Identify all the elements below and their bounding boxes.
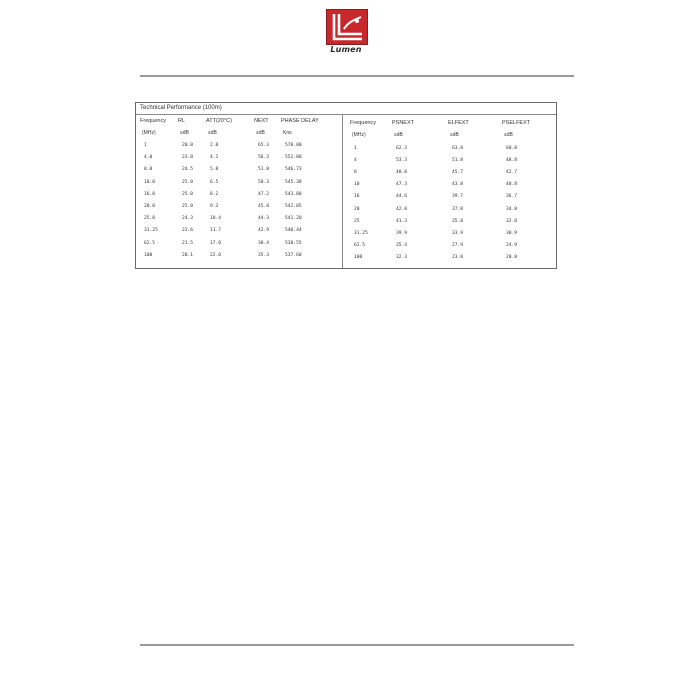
unit-label: ≥dB — [504, 132, 513, 138]
table-cell: 4 — [354, 158, 357, 164]
lumen-logo-icon — [326, 9, 368, 45]
table-cell: 540.44 — [285, 228, 302, 234]
table-cell: 47.2 — [258, 191, 270, 197]
table-cell: 8.0 — [144, 167, 153, 173]
table-cell: 39.9 — [396, 230, 408, 236]
table-cell: 50.3 — [258, 179, 270, 185]
unit-label: ≤dB — [208, 130, 217, 136]
table-cell: 8.2 — [210, 191, 219, 197]
table-cell: 62.5 — [354, 242, 366, 248]
column-header: PSELFEXT — [502, 120, 531, 126]
table-cell: 30.9 — [506, 230, 518, 236]
table-cell: 35.3 — [258, 252, 270, 258]
table-cell: 8 — [354, 170, 357, 176]
unit-label: ≥dB — [180, 130, 189, 136]
table-cell: 543.00 — [285, 191, 302, 197]
table-cell: 65.3 — [258, 143, 270, 148]
lumen-brand-text: Lumen — [330, 45, 362, 54]
table-cell: 10.0 — [144, 179, 156, 185]
unit-label: ≥dB — [394, 132, 403, 138]
table-cell: 35.8 — [452, 218, 464, 224]
header-rule — [140, 75, 574, 77]
table-cell: 6.5 — [210, 179, 219, 185]
unit-label: ≥dB — [450, 132, 459, 138]
table-cell: 16.0 — [144, 191, 156, 197]
table-cell: 47.3 — [396, 182, 408, 188]
table-cell: 22.0 — [210, 252, 222, 258]
table-cell: 24.5 — [182, 167, 194, 173]
table-cell: 2.0 — [210, 143, 219, 148]
table-title: Technical Performance (100m) — [140, 105, 222, 111]
table-cell: 16 — [354, 194, 360, 200]
table-cell: 541.20 — [285, 216, 302, 222]
table-cell: 48.8 — [506, 158, 518, 164]
table-cell: 24.3 — [182, 216, 194, 222]
column-header: Frequency — [140, 118, 166, 124]
technical-performance-table — [135, 102, 557, 269]
table-cell: 56.3 — [258, 155, 270, 161]
table-cell: 41.3 — [396, 218, 408, 224]
footer-rule — [140, 644, 574, 646]
table-cell: 23.0 — [182, 155, 194, 161]
table-cell: 23.8 — [452, 254, 464, 260]
table-cell: 20.1 — [182, 252, 194, 258]
table-cell: 100 — [144, 252, 153, 258]
table-cell: 31.25 — [144, 228, 158, 234]
table-cell: 25.0 — [182, 179, 194, 185]
table-cell: 1 — [144, 143, 147, 148]
column-header: PHASE DELAY — [281, 118, 319, 124]
table-cell: 9.3 — [210, 204, 219, 209]
table-cell: 33.9 — [452, 230, 464, 236]
table-cell: 27.9 — [452, 242, 464, 248]
table-cell: 31.25 — [354, 230, 368, 236]
unit-label: (MHz) — [142, 130, 156, 136]
table-cell: 10 — [354, 182, 360, 188]
table-cell: 45.8 — [258, 204, 270, 209]
table-cell: 21.5 — [182, 240, 194, 246]
table-cell: 40.8 — [506, 182, 518, 188]
unit-label: Kns — [283, 130, 292, 136]
table-cell: 25 — [354, 218, 360, 224]
table-cell: 34.8 — [506, 206, 518, 212]
table-cell: 45.7 — [452, 170, 464, 176]
unit-label: (MHz) — [352, 132, 366, 138]
column-header: RL — [178, 118, 186, 124]
table-cell: 4.1 — [210, 155, 219, 161]
table-cell: 5.8 — [210, 167, 219, 173]
table-cell: 24.9 — [506, 242, 518, 248]
table-cell: 570.00 — [285, 143, 302, 148]
table-cell: 62.5 — [144, 240, 156, 246]
table-cell: 38.4 — [258, 240, 270, 246]
table-cell: 44.3 — [258, 216, 270, 222]
lumen-logo — [324, 9, 368, 55]
table-cell: 542.05 — [285, 204, 302, 209]
table-cell: 537.60 — [285, 252, 302, 258]
column-header: PSNEXT — [392, 120, 415, 126]
column-header: Frequency — [350, 120, 376, 126]
column-divider — [342, 114, 343, 268]
table-cell: 63.8 — [452, 146, 464, 151]
table-cell: 32.8 — [506, 218, 518, 224]
table-cell: 17.0 — [210, 240, 222, 246]
unit-label: ≥dB — [256, 130, 265, 136]
table-cell: 545.38 — [285, 179, 302, 185]
table-cell: 60.8 — [506, 146, 518, 151]
table-cell: 552.00 — [285, 155, 302, 161]
column-header: ATT(20°C) — [206, 118, 232, 124]
table-cell: 39.7 — [452, 194, 464, 200]
table-cell: 20.0 — [144, 204, 156, 209]
table-cell: 42.7 — [506, 170, 518, 176]
table-cell: 20.8 — [506, 254, 518, 260]
table-cell: 20 — [354, 206, 360, 212]
table-cell: 538.55 — [285, 240, 302, 246]
column-header: ELFEXT — [448, 120, 469, 126]
table-cell: 37.8 — [452, 206, 464, 212]
table-cell: 51.8 — [452, 158, 464, 164]
table-cell: 35.4 — [396, 242, 408, 248]
table-cell: 42.8 — [396, 206, 408, 212]
table-cell: 546.73 — [285, 167, 302, 173]
table-cell: 62.3 — [396, 146, 408, 151]
table-cell: 10.4 — [210, 216, 222, 222]
title-divider — [136, 114, 556, 115]
table-cell: 20.0 — [182, 143, 194, 148]
column-header: NEXT — [254, 118, 269, 124]
table-cell: 48.8 — [396, 170, 408, 176]
table-cell: 44.6 — [396, 194, 408, 200]
table-cell: 53.3 — [396, 158, 408, 164]
table-cell: 51.8 — [258, 167, 270, 173]
table-cell: 1 — [354, 146, 357, 151]
table-cell: 25.0 — [182, 191, 194, 197]
table-cell: 100 — [354, 254, 363, 260]
table-cell: 25.0 — [144, 216, 156, 222]
table-cell: 11.7 — [210, 228, 222, 234]
table-cell: 36.7 — [506, 194, 518, 200]
table-cell: 4.0 — [144, 155, 153, 161]
table-cell: 23.6 — [182, 228, 194, 234]
table-cell: 25.0 — [182, 204, 194, 209]
table-cell: 32.3 — [396, 254, 408, 260]
table-cell: 42.9 — [258, 228, 270, 234]
table-cell: 43.8 — [452, 182, 464, 188]
